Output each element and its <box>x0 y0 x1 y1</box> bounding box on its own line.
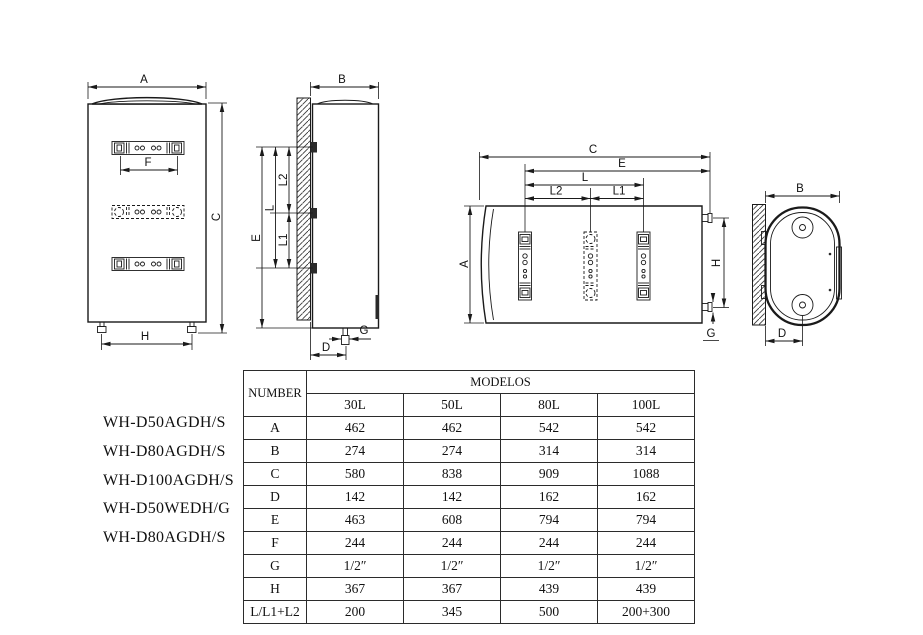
table-row <box>244 532 695 555</box>
cell: 162 <box>501 486 598 509</box>
cell: 439 <box>501 578 598 601</box>
cell: 608 <box>404 509 501 532</box>
cell: 439 <box>598 578 695 601</box>
cell: 1/2″ <box>307 555 404 578</box>
cell: 794 <box>501 509 598 532</box>
model-name: WH-D50WEDH/G <box>103 500 231 518</box>
dimensions-table <box>243 370 695 624</box>
dim-label-g: G <box>359 325 369 337</box>
cell: 367 <box>404 578 501 601</box>
dim-label-g2: G <box>706 328 716 340</box>
cell: 142 <box>404 486 501 509</box>
row-label: L/L1+L2 <box>244 601 307 624</box>
cell: 314 <box>598 440 695 463</box>
cell: 500 <box>501 601 598 624</box>
dim-label-d2: D <box>777 328 787 340</box>
dim-label-e: E <box>251 234 263 242</box>
model-name: WH-D50AGDH/S <box>103 414 226 431</box>
cell: 367 <box>307 578 404 601</box>
dim-label-l1: L1 <box>278 233 290 247</box>
table-row <box>244 578 695 601</box>
modelos-header-cell: MODELOS <box>307 371 695 394</box>
wall-hatch <box>297 98 311 320</box>
cell: 314 <box>501 440 598 463</box>
dim-label-l: L <box>264 204 277 212</box>
cell: 1/2″ <box>598 555 695 578</box>
cell: 794 <box>598 509 695 532</box>
dim-label-a: A <box>140 74 148 86</box>
cell: 200 <box>307 601 404 624</box>
model-name: WH-D80AGDH/S <box>103 529 226 547</box>
end-view <box>753 183 842 346</box>
cell: 274 <box>307 440 404 463</box>
row-label: D <box>244 486 307 509</box>
number-header-cell: NUMBER <box>244 371 307 417</box>
table-row <box>244 601 695 624</box>
side-view <box>251 74 379 360</box>
cell: 142 <box>307 486 404 509</box>
column-header: 50L <box>404 394 501 417</box>
cell: 838 <box>404 463 501 486</box>
row-label: C <box>244 463 307 486</box>
column-header: 30L <box>307 394 404 417</box>
cell: 462 <box>307 417 404 440</box>
cell: 244 <box>307 532 404 555</box>
cell: 580 <box>307 463 404 486</box>
table-row <box>244 555 695 578</box>
cell: 244 <box>598 532 695 555</box>
dim-label-c2: C <box>588 144 598 156</box>
dim-label-f: F <box>144 157 152 169</box>
row-label: F <box>244 532 307 555</box>
dim-label-e2: E <box>618 158 626 170</box>
wall-hatch-end <box>753 205 766 326</box>
model-name: WH-D80AGDH/S <box>103 442 226 460</box>
cell: 1/2″ <box>404 555 501 578</box>
table-row <box>244 486 695 509</box>
front-view <box>88 74 227 350</box>
cell: 274 <box>404 440 501 463</box>
cell: 463 <box>307 509 404 532</box>
row-label: A <box>244 417 307 440</box>
dim-label-c: C <box>211 212 223 222</box>
cell: 345 <box>404 601 501 624</box>
row-label: E <box>244 509 307 532</box>
column-header: 80L <box>501 394 598 417</box>
cell: 1088 <box>598 463 695 486</box>
table-row <box>244 440 695 463</box>
dim-label-h: H <box>140 331 150 343</box>
cell: 909 <box>501 463 598 486</box>
cell: 542 <box>501 417 598 440</box>
column-header: 100L <box>598 394 695 417</box>
model-list <box>103 409 253 553</box>
cell: 462 <box>404 417 501 440</box>
dim-label-b2: B <box>796 183 804 195</box>
dim-label-d: D <box>321 342 331 354</box>
row-label: B <box>244 440 307 463</box>
table-row <box>244 417 695 440</box>
cell: 162 <box>598 486 695 509</box>
cell: 244 <box>404 532 501 555</box>
cell: 244 <box>501 532 598 555</box>
table-row <box>244 509 695 532</box>
table-header-group-row <box>244 371 695 394</box>
dim-label-l2: L2 <box>278 173 290 187</box>
model-name: WH-D100AGDH/S <box>103 471 235 489</box>
row-label: G <box>244 555 307 578</box>
dim-label-b: B <box>338 74 346 86</box>
cell: 200+300 <box>598 601 695 624</box>
cell: 542 <box>598 417 695 440</box>
dim-label-l-2: L <box>581 172 589 184</box>
dim-label-l1-2: L1 <box>612 185 626 198</box>
dim-label-h2: H <box>711 258 723 268</box>
table-row <box>244 463 695 486</box>
table-columns-row <box>244 394 695 417</box>
horizontal-view <box>459 144 729 341</box>
cell: 1/2″ <box>501 555 598 578</box>
row-label: H <box>244 578 307 601</box>
dim-label-a2: A <box>459 260 471 268</box>
dim-label-l2-2: L2 <box>549 185 563 198</box>
